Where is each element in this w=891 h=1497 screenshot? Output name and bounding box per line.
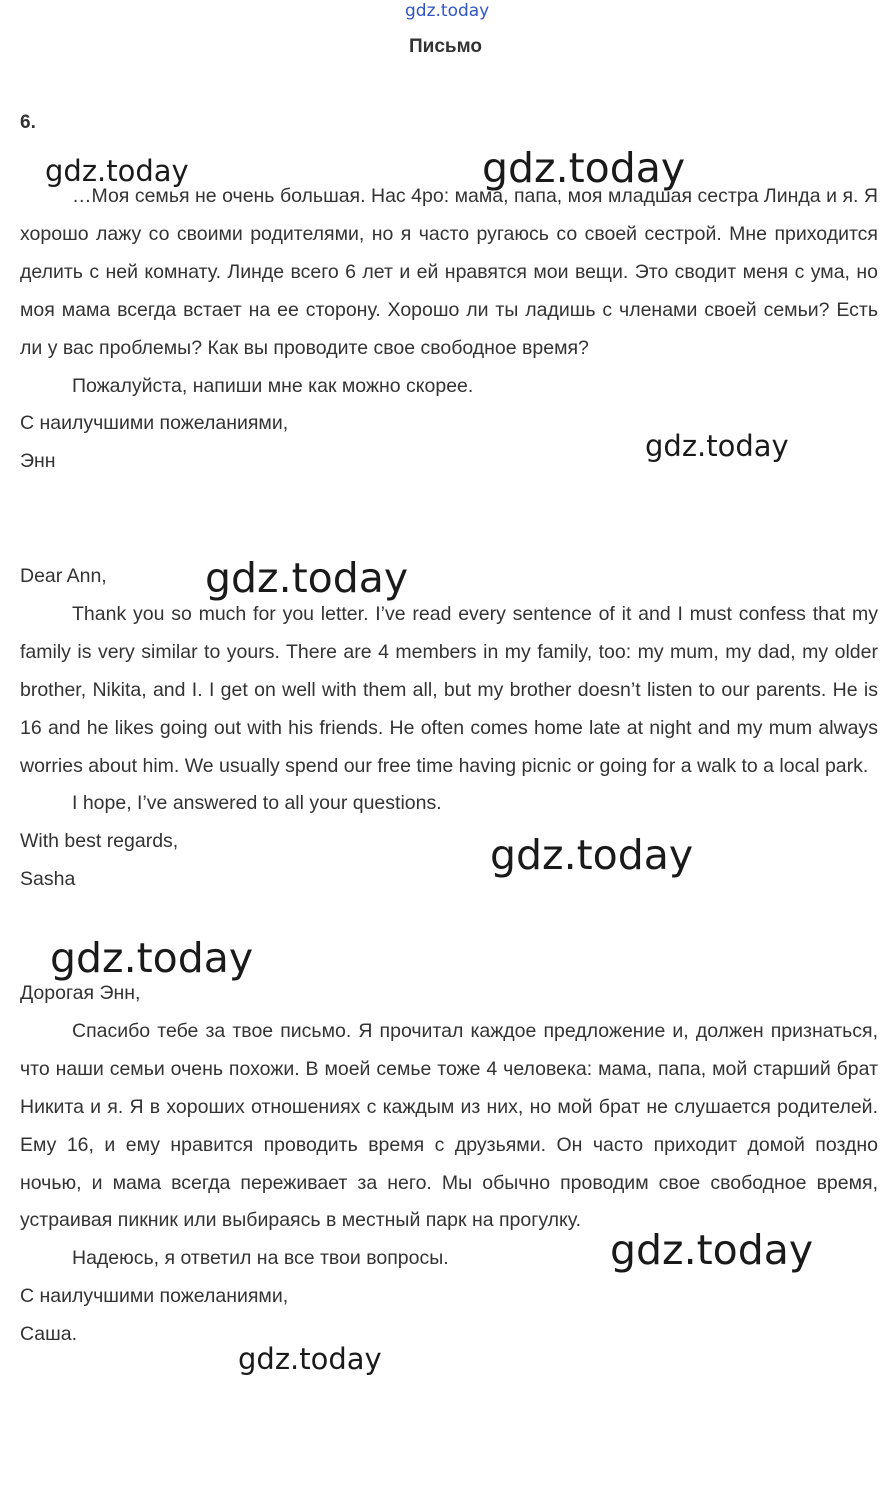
site-watermark-top[interactable]: gdz.today bbox=[405, 1, 490, 21]
incoming-letter-signature: Энн bbox=[20, 450, 56, 473]
reply-russian-signature: Саша. bbox=[20, 1323, 78, 1346]
watermark: gdz.today bbox=[482, 144, 686, 192]
reply-russian-hope: Надеюсь, я ответил на все твои вопросы. bbox=[72, 1247, 449, 1270]
reply-english bbox=[20, 554, 878, 899]
incoming-letter-closing: С наилучшими пожеланиями, bbox=[20, 412, 289, 435]
reply-russian-body: Спасибо тебе за твое письмо. Я прочитал каждое предложение и, должен признаться, что наши семьи очень похожи. В моей семье тоже 4 человека: мама, папа, мой старший брат Никита и я. Я в хороших отношениях с каждым из них, но мой брат не слушается родителей. Ему 16, и ему нравится проводить время с друзьями. Он часто приходит домой поздно ночью, и мама всегда переживает за него. Мы обычно проводим свое свободное время, устраивая пикник или выбираясь в местный парк на прогулку. bbox=[20, 1019, 878, 1232]
watermark: gdz.today bbox=[490, 831, 694, 879]
reply-russian-closing: С наилучшими пожеланиями, bbox=[20, 1285, 289, 1308]
task-number: 6. bbox=[20, 112, 36, 133]
reply-english-body: Thank you so much for you letter. I’ve read every sentence of it and I must confess that my family is very similar to yours. There are 4 members in my family, too: my mum, my dad, my older brother, Nikita, and I. I get on well with them all, but my brother doesn’t listen to our parents. He is 16 and he likes going out with his friends. He often comes home late at night and my mum always worries about him. We usually spend our free time having picnic or going for a walk to a local park. bbox=[20, 602, 878, 777]
reply-english-signature: Sasha bbox=[20, 868, 76, 891]
watermark: gdz.today bbox=[610, 1226, 814, 1274]
page-title: Письмо bbox=[409, 36, 482, 57]
reply-english-closing: With best regards, bbox=[20, 830, 179, 853]
watermark: gdz.today bbox=[45, 154, 189, 188]
reply-english-greeting: Dear Ann, bbox=[20, 565, 107, 587]
incoming-letter-body: …Моя семья не очень большая. Нас 4ро: мама, папа, моя младшая сестра Линда и я. Я хорошо лажу со своими родителями, но я часто ругаюсь со своей сестрой. Мне приходится делить с ней комнату. Линде всего 6 лет и ей нравятся мои вещи. Это сводит меня с ума, но моя мама всегда встает на ее сторону. Хорошо ли ты ладишь с членами своей семьи? Есть ли у вас проблемы? Как вы проводите свое свободное время? bbox=[20, 185, 878, 359]
reply-russian-greeting: Дорогая Энн, bbox=[20, 982, 141, 1004]
watermark: gdz.today bbox=[205, 554, 409, 602]
watermark: gdz.today bbox=[238, 1342, 382, 1376]
reply-russian bbox=[20, 975, 878, 1354]
reply-english-hope: I hope, I’ve answered to all your questions. bbox=[72, 792, 442, 815]
watermark: gdz.today bbox=[50, 934, 254, 982]
watermark: gdz.today bbox=[645, 429, 789, 463]
incoming-letter-request: Пожалуйста, напиши мне как можно скорее. bbox=[72, 374, 474, 397]
